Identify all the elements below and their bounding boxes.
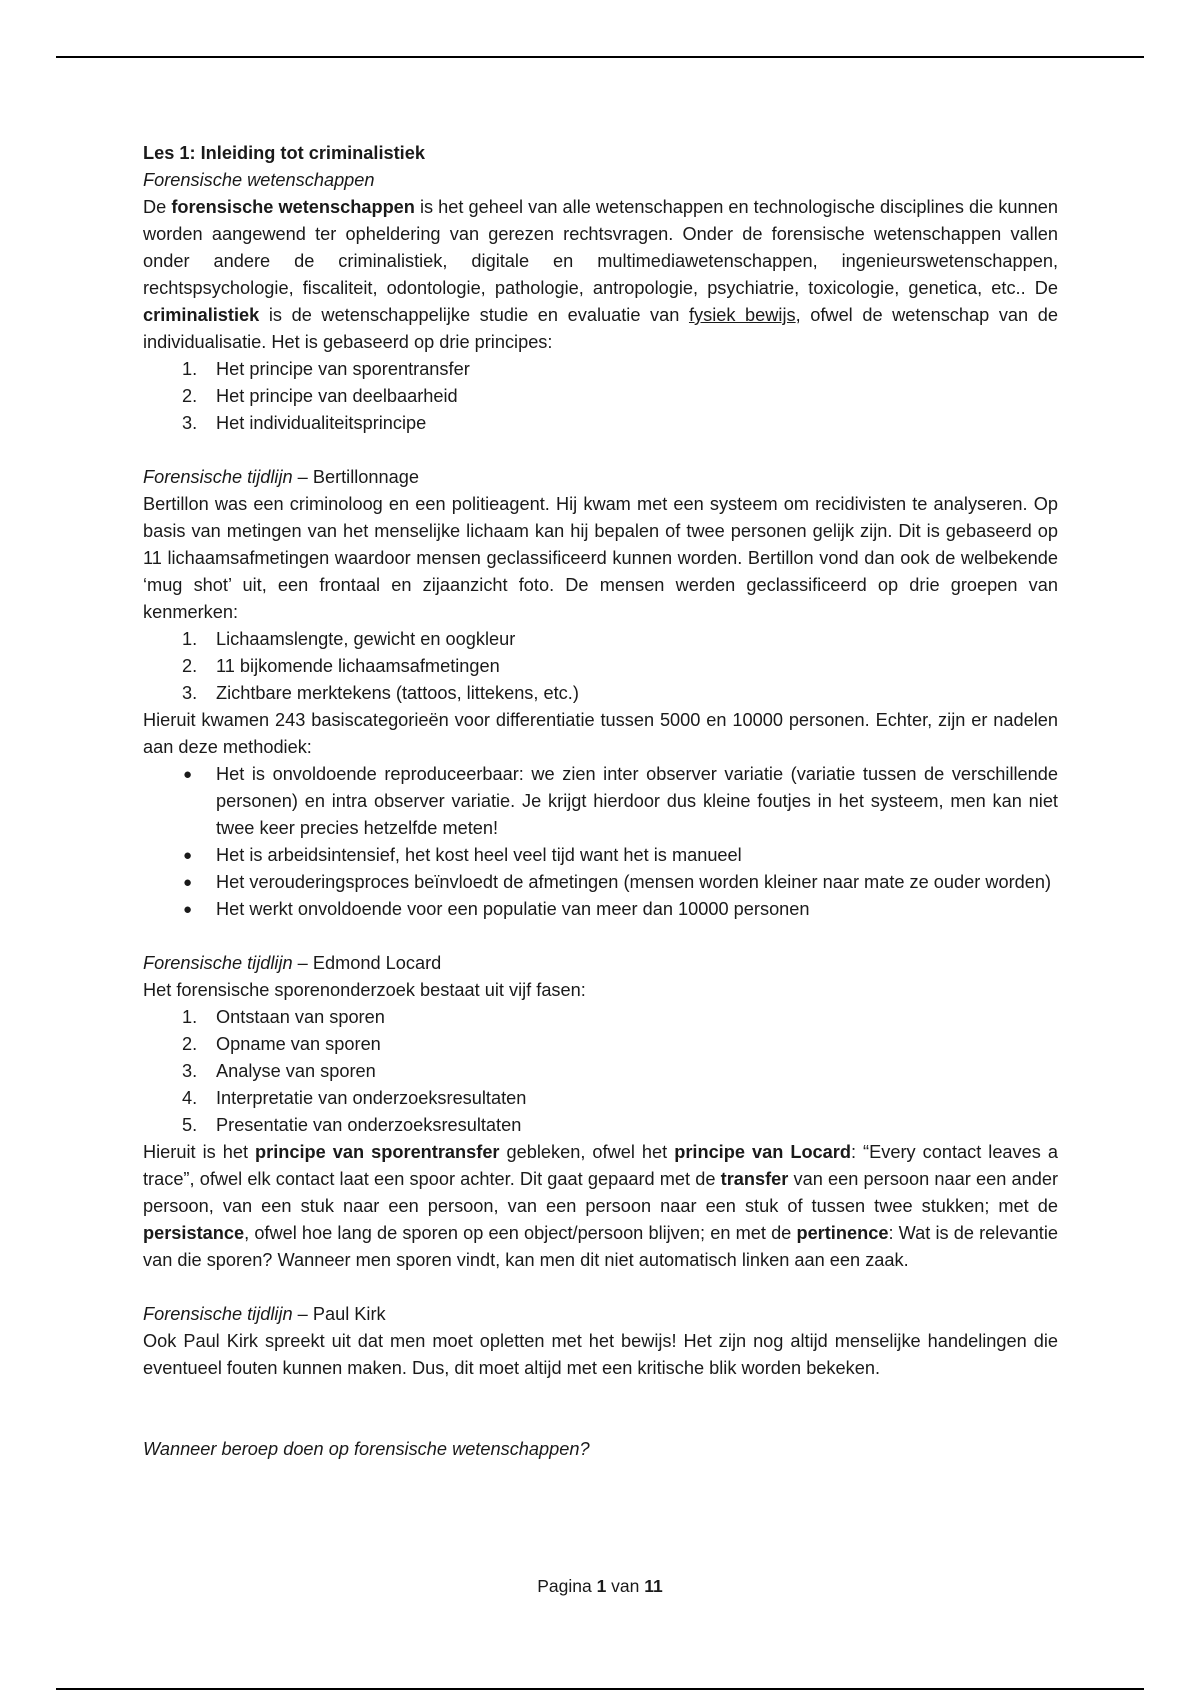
paragraph: Het forensische sporenonderzoek bestaat uit vijf fasen: (143, 980, 586, 1000)
page-total: 11 (644, 1576, 663, 1596)
section-locard (143, 950, 1058, 1274)
list-item: 5. Presentatie van onderzoeksresultaten (182, 1115, 522, 1135)
bullet-icon: ● (183, 874, 193, 891)
section-subtitle: Forensische tijdlijn – Paul Kirk (143, 1304, 386, 1324)
list-item: 3. Het individualiteitsprincipe (182, 413, 427, 433)
list-item: 1. Het principe van sporentransfer (182, 359, 470, 379)
list-item: 1. Ontstaan van sporen (182, 1007, 385, 1027)
principles-list (143, 356, 1058, 437)
bullet-icon: ● (183, 766, 193, 783)
section-subtitle: Wanneer beroep doen op forensische wetenschappen? (143, 1439, 590, 1459)
page-number: 1 (596, 1576, 607, 1596)
bullet-item: ● Het is arbeidsintensief, het kost heel veel tijd want het is manueel (143, 842, 1058, 869)
bold-term: pertinence (796, 1223, 889, 1243)
footer-text: van (606, 1576, 645, 1596)
bullet-icon: ● (183, 901, 193, 918)
document-body (143, 140, 1058, 1463)
bold-term: persistance (143, 1223, 245, 1243)
list-item: 3. Zichtbare merktekens (tattoos, littekens, etc.) (182, 683, 579, 703)
feature-groups-list (143, 626, 1058, 707)
footer-rule (56, 1688, 1144, 1690)
list-item: 4. Interpretatie van onderzoeksresultaten (182, 1088, 527, 1108)
paragraph: Ook Paul Kirk spreekt uit dat men moet opletten met het bewijs! Het zijn nog altijd menselijke handelingen die eventueel fouten kunnen maken. Dus, dit moet altijd met een kritische blik worden bekeken. (143, 1331, 1058, 1378)
bullet-item: ● Het werkt onvoldoende voor een populatie van meer dan 10000 personen (143, 896, 1058, 923)
footer-text: Pagina (537, 1576, 597, 1596)
bold-term: transfer (720, 1169, 789, 1189)
bullet-icon: ● (183, 847, 193, 864)
bold-term: principe van Locard (674, 1142, 851, 1162)
text-run: is het geheel van alle wetenschappen en technologische disciplines die kunnen worden aangewend ter opheldering van gerezen rechtsvragen. Onder de forensische wetenschappen vallen onder andere de criminalistiek, digitale en multimediawetenschappen, ingenieurswetenschappen, rechtspsychologie, fiscaliteit, odontologie, pathologie, antropologie, psychiatrie, toxicologie, genetica, etc.. De (143, 197, 1058, 298)
paragraph: Hieruit kwamen 243 basiscategorieën voor differentiatie tussen 5000 en 10000 personen. Echter, zijn er nadelen aan deze methodiek: (143, 710, 1058, 757)
section-paul-kirk (143, 1301, 1058, 1382)
text-run: , ofwel de wetenschap van de individualisatie. Het is gebaseerd op drie principes: (143, 305, 1058, 352)
paragraph (143, 194, 1058, 356)
lesson-heading: Les 1: Inleiding tot criminalistiek (143, 143, 425, 163)
underlined-term: fysiek bewijs (688, 305, 796, 325)
paragraph: Bertillon was een criminoloog en een politieagent. Hij kwam met een systeem om recidivisten te analyseren. Op basis van metingen van het menselijke lichaam kan hij bepalen of twee personen gelijk zijn. Dit is gebaseerd op 11 lichaamsafmetingen waardoor mensen geclassificeerd kunnen worden. Bertillon vond dan ook de welbekende ‘mug shot’ uit, een frontaal en zijaanzicht foto. De mensen werden geclassificeerd op drie groepen van kenmerken: (143, 494, 1058, 622)
list-item: 3. Analyse van sporen (182, 1061, 376, 1081)
section-when-forensic (143, 1436, 1058, 1463)
list-item: 2. Opname van sporen (182, 1034, 381, 1054)
section-subtitle: Forensische tijdlijn – Bertillonnage (143, 467, 419, 487)
bold-term: criminalistiek (143, 305, 260, 325)
section-subtitle: Forensische tijdlijn – Edmond Locard (143, 953, 442, 973)
drawbacks-list (143, 761, 1058, 923)
bullet-item: ● Het verouderingsproces beïnvloedt de afmetingen (mensen worden kleiner naar mate ze ouder worden) (143, 869, 1058, 896)
phases-list (143, 1004, 1058, 1139)
paragraph: Hieruit is het principe van sporentransfer gebleken, ofwel het principe van Locard: “Every contact leaves a trace”, ofwel elk contact laat een spoor achter. Dit gaat gepaard met de transfer van een persoon naar een ander persoon, van een stuk naar een persoon, van een persoon naar een stuk of tussen twee stukken; met de persistance, ofwel hoe lang de sporen op een object/persoon blijven; en met de pertinence: Wat is de relevantie van die sporen? Wanneer men sporen vindt, kan men dit niet automatisch linken aan een zaak. (143, 1142, 1059, 1270)
section-forensic-sciences (143, 167, 1058, 437)
bold-term: principe van sporentransfer (255, 1142, 500, 1162)
text-run: is de wetenschappelijke studie en evaluatie van (259, 305, 689, 325)
list-item: 2. 11 bijkomende lichaamsafmetingen (182, 656, 500, 676)
page-footer (0, 1576, 1200, 1597)
list-item: 1. Lichaamslengte, gewicht en oogkleur (182, 629, 516, 649)
bullet-item: ● Het is onvoldoende reproduceerbaar: we zien inter observer variatie (variatie tussen de verschillende personen) en intra observer variatie. Je krijgt hierdoor dus kleine foutjes in het systeem, men kan niet twee keer precies hetzelfde meten! (143, 761, 1058, 842)
section-bertillonnage (143, 464, 1058, 923)
bold-term: forensische wetenschappen (171, 197, 415, 217)
header-rule (56, 56, 1144, 58)
list-item: 2. Het principe van deelbaarheid (182, 386, 458, 406)
text-run: De (143, 197, 172, 217)
section-subtitle: Forensische wetenschappen (143, 170, 375, 190)
